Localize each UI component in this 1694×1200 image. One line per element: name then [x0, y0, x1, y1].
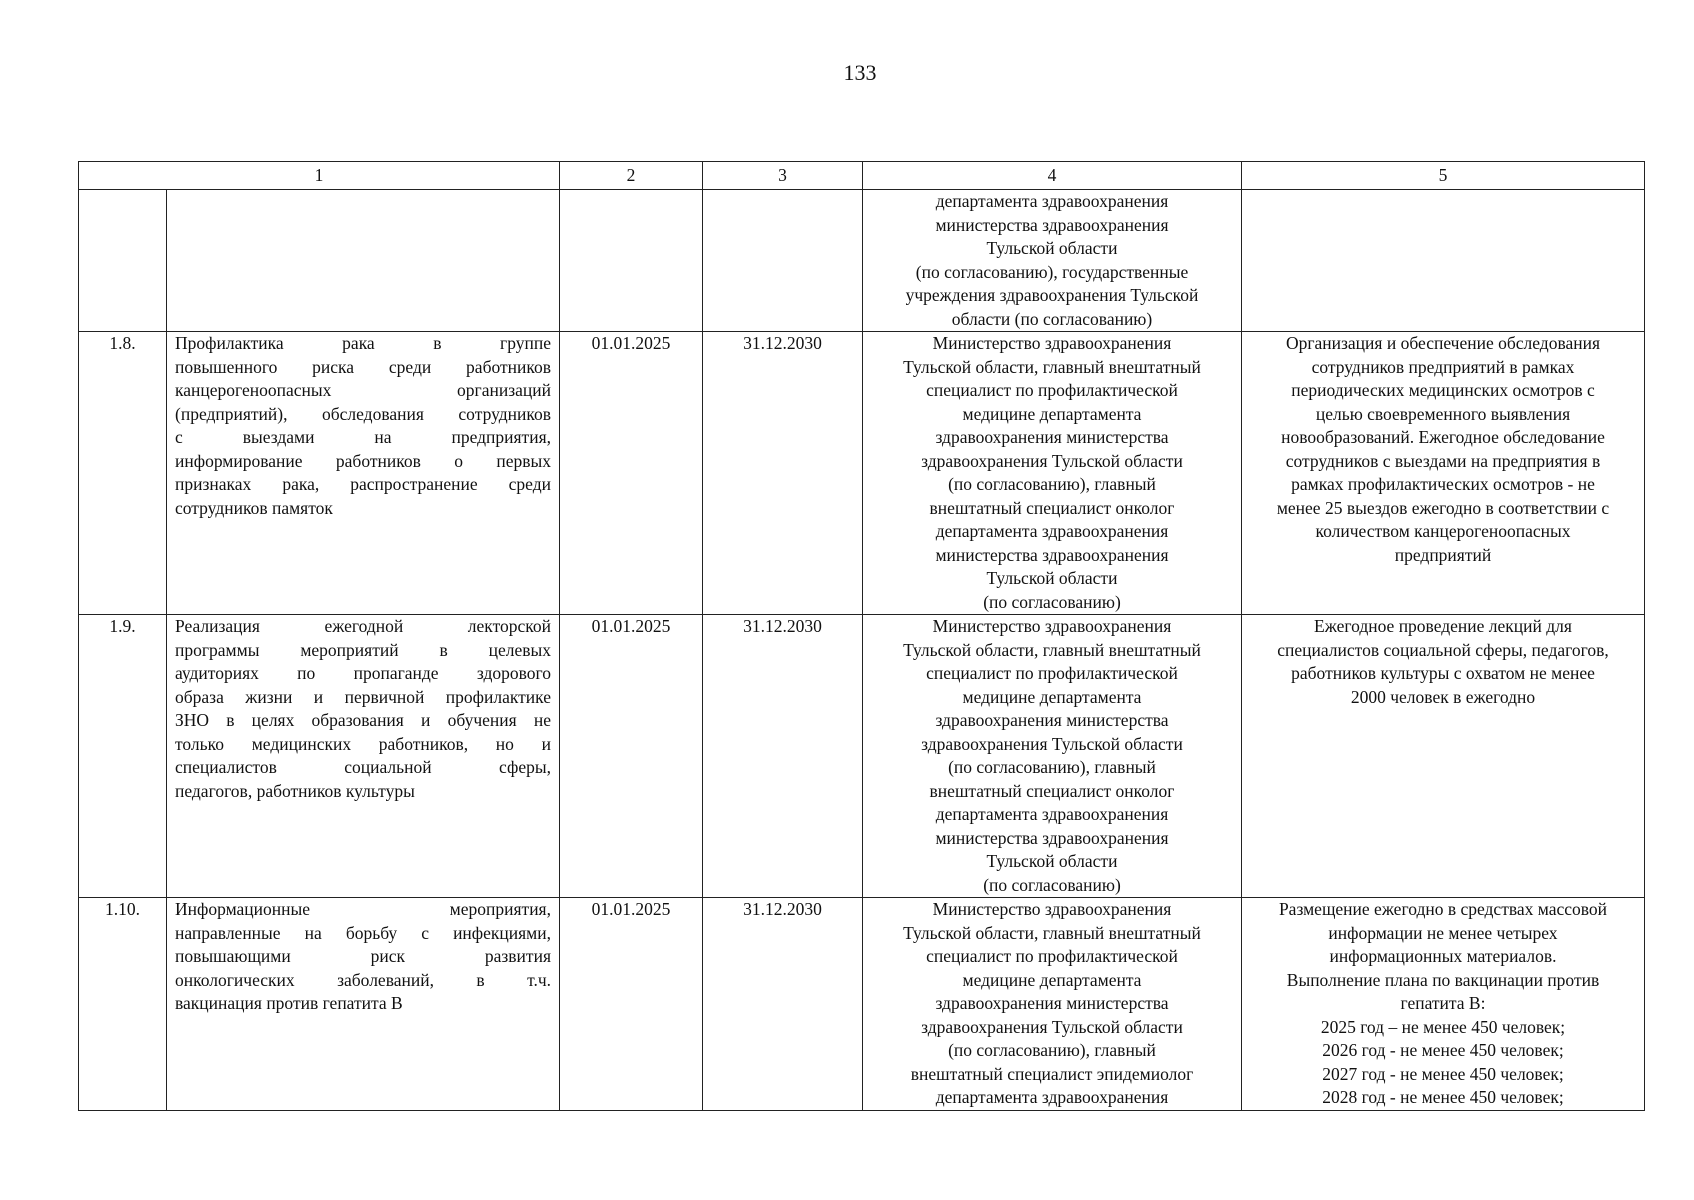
cell-name	[167, 190, 560, 332]
text-line: 2028 год - не менее 450 человек;	[1322, 1087, 1564, 1107]
text-line: 2027 год - не менее 450 человек;	[1322, 1063, 1564, 1084]
text-line: министерства здравоохранения	[935, 214, 1169, 235]
cell-result	[1242, 615, 1645, 898]
text-line: здравоохранения Тульской области	[921, 1016, 1183, 1037]
text-line: Реализация ежегодной лекторской	[175, 616, 551, 636]
text-line: сотрудников предприятий в рамках	[1311, 356, 1575, 377]
cell-end	[703, 190, 863, 332]
text-line: 2025 год – не менее 450 человек;	[1320, 1016, 1566, 1037]
text-line: повышающими риск развития	[175, 946, 551, 966]
text-line: педагогов, работников культуры	[175, 780, 415, 801]
text-line: внештатный специалист эпидемиолог	[910, 1063, 1194, 1084]
table-row	[79, 332, 1645, 615]
text-line: повышенного риска среди работников	[175, 356, 551, 377]
text-line: периодических медицинских осмотров с	[1291, 380, 1595, 400]
text-line: работников культуры с охватом не менее	[1291, 663, 1595, 683]
text-line: менее 25 выездов ежегодно в соответствии с	[1276, 497, 1610, 518]
text-line: аудиториях по пропаганде здорового	[175, 663, 551, 683]
cell-responsible	[863, 332, 1242, 615]
cell-number: 1.10.	[79, 898, 167, 1111]
table-row	[79, 615, 1645, 898]
text-line: медицине департамента	[962, 969, 1142, 990]
text-line: 2000 человек в ежегодно	[1350, 686, 1536, 707]
text-line: новообразований. Ежегодное обследование	[1281, 427, 1605, 447]
cell-end: 31.12.2030	[703, 332, 863, 615]
text-line: программы мероприятий в целевых	[175, 639, 551, 660]
text-line: Тульской области	[986, 238, 1118, 258]
text-line: образа жизни и первичной профилактике	[175, 686, 551, 707]
header-col-4: 4	[863, 162, 1242, 190]
text-line: канцерогеноопасных организаций	[175, 380, 551, 400]
text-line: Информационные мероприятия,	[175, 899, 551, 919]
text-line: Выполнение плана по вакцинации против	[1286, 969, 1600, 990]
text-line: Министерство здравоохранения	[932, 333, 1172, 353]
text-line: Министерство здравоохранения	[932, 616, 1172, 636]
text-line: департамента здравоохранения	[935, 1087, 1169, 1107]
text-line: признаках рака, распространение среди	[175, 474, 551, 494]
text-line: с выездами на предприятия,	[175, 427, 551, 447]
text-line: департамента здравоохранения	[935, 804, 1169, 824]
cell-responsible	[863, 190, 1242, 332]
cell-result	[1242, 190, 1645, 332]
text-line: (по согласованию)	[983, 591, 1121, 612]
text-line: медицине департамента	[962, 686, 1142, 707]
header-row	[79, 162, 1645, 190]
text-line: департамента здравоохранения	[935, 191, 1169, 211]
text-line: (по согласованию), главный	[948, 757, 1156, 777]
text-line: информации не менее четырех	[1328, 922, 1558, 943]
text-line: (по согласованию), главный	[948, 1040, 1156, 1060]
text-line: министерства здравоохранения	[935, 827, 1169, 848]
text-line: здравоохранения Тульской области	[921, 450, 1183, 471]
text-line: здравоохранения министерства	[935, 710, 1169, 730]
text-line: департамента здравоохранения	[935, 521, 1169, 541]
text-line: специалистов социальной сферы,	[175, 757, 551, 777]
text-line: целью своевременного выявления	[1315, 403, 1571, 424]
text-line: Тульской области, главный внештатный	[903, 356, 1201, 377]
text-line: сотрудников памяток	[175, 497, 333, 518]
cell-responsible	[863, 615, 1242, 898]
text-line: (по согласованию)	[983, 874, 1121, 895]
text-line: количеством канцерогеноопасных	[1315, 521, 1571, 541]
text-line: предприятий	[1394, 544, 1492, 565]
text-line: здравоохранения Тульской области	[921, 733, 1183, 754]
measures-table	[78, 161, 1645, 1111]
text-line: только медицинских работников, но и	[175, 733, 551, 754]
text-line: специалистов социальной сферы, педагогов,	[1277, 639, 1609, 660]
text-line: (по согласованию), главный	[948, 474, 1156, 494]
text-line: здравоохранения министерства	[935, 993, 1169, 1013]
text-line: Тульской области, главный внештатный	[903, 922, 1201, 943]
cell-end: 31.12.2030	[703, 898, 863, 1111]
cell-name	[167, 332, 560, 615]
cell-name	[167, 615, 560, 898]
text-line: онкологических заболеваний, в т.ч.	[175, 969, 551, 990]
text-line: информирование работников о первых	[175, 450, 551, 471]
cell-result	[1242, 332, 1645, 615]
text-line: области (по согласованию)	[951, 308, 1153, 329]
cell-start	[560, 190, 703, 332]
cell-number: 1.8.	[79, 332, 167, 615]
text-line: Тульской области	[986, 568, 1118, 588]
continuation-row	[79, 190, 1645, 332]
text-line: информационных материалов.	[1329, 946, 1557, 966]
cell-start: 01.01.2025	[560, 898, 703, 1111]
text-line: вакцинация против гепатита В	[175, 993, 403, 1013]
text-line: Размещение ежегодно в средствах массовой	[1278, 899, 1608, 919]
cell-end: 31.12.2030	[703, 615, 863, 898]
text-line: рамках профилактических осмотров - не	[1291, 474, 1595, 494]
text-line: специалист по профилактической	[926, 946, 1178, 966]
text-line: Организация и обеспечение обследования	[1285, 333, 1601, 353]
cell-responsible	[863, 898, 1242, 1111]
page-number: 133	[843, 60, 877, 85]
text-line: (предприятий), обследования сотрудников	[175, 403, 551, 424]
cell-number: 1.9.	[79, 615, 167, 898]
text-line: специалист по профилактической	[926, 380, 1178, 400]
text-line: внештатный специалист онколог	[929, 780, 1175, 801]
header-col-3: 3	[703, 162, 863, 190]
text-line: Тульской области, главный внештатный	[903, 639, 1201, 660]
text-line: Профилактика рака в группе	[175, 333, 551, 353]
cell-name	[167, 898, 560, 1111]
header-col-5: 5	[1242, 162, 1645, 190]
text-line: ЗНО в целях образования и обучения не	[175, 710, 551, 730]
text-line: (по согласованию), государственные	[915, 261, 1189, 282]
text-line: Министерство здравоохранения	[932, 899, 1172, 919]
text-line: учреждения здравоохранения Тульской	[905, 285, 1199, 305]
text-line: внештатный специалист онколог	[929, 497, 1175, 518]
header-col-1: 1	[79, 162, 560, 190]
text-line: специалист по профилактической	[926, 663, 1178, 683]
cell-start: 01.01.2025	[560, 615, 703, 898]
cell-start: 01.01.2025	[560, 332, 703, 615]
table-row	[79, 898, 1645, 1111]
text-line: сотрудников с выездами на предприятия в	[1285, 450, 1601, 471]
text-line: 2026 год - не менее 450 человек;	[1322, 1040, 1564, 1060]
text-line: здравоохранения министерства	[935, 427, 1169, 447]
text-line: Тульской области	[986, 851, 1118, 871]
text-line: направленные на борьбу с инфекциями,	[175, 922, 551, 943]
text-line: гепатита В:	[1400, 993, 1486, 1013]
text-line: Ежегодное проведение лекций для	[1314, 616, 1572, 636]
header-col-2: 2	[560, 162, 703, 190]
cell-result	[1242, 898, 1645, 1111]
text-line: медицине департамента	[962, 403, 1142, 424]
text-line: министерства здравоохранения	[935, 544, 1169, 565]
cell-number	[79, 190, 167, 332]
